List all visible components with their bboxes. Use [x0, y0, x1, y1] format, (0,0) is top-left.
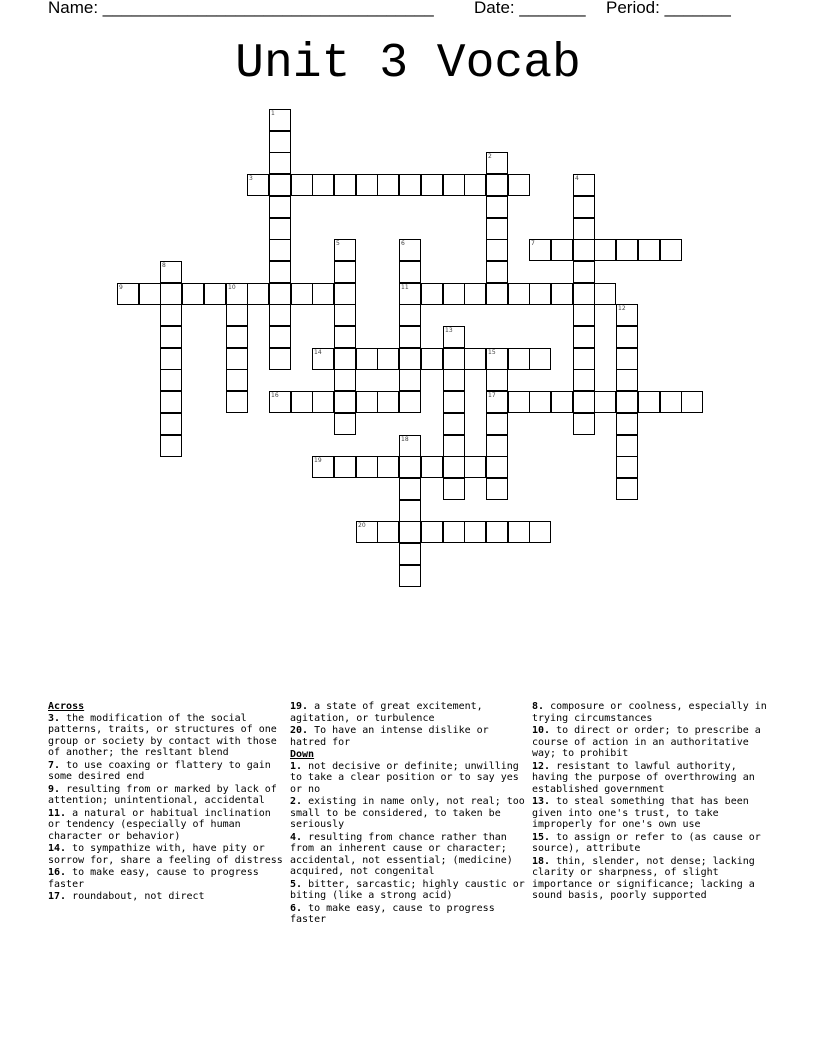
crossword-cell[interactable] [269, 391, 291, 413]
crossword-cell[interactable] [356, 391, 378, 413]
crossword-cell[interactable] [160, 304, 182, 326]
crossword-cell[interactable] [269, 218, 291, 240]
clue-number: 7 [531, 240, 535, 247]
crossword-cell[interactable] [573, 218, 595, 240]
crossword-cell[interactable] [356, 456, 378, 478]
crossword-cell[interactable] [616, 304, 638, 326]
clue-number: 8 [162, 262, 166, 269]
crossword-cell[interactable] [399, 261, 421, 283]
crossword-cell[interactable] [464, 174, 486, 196]
down-clue: 4. resulting from chance rather than from an inherent cause or character; accidental, not essential; (medicine) acquired, not congenital [290, 831, 513, 877]
down-clue: 5. bitter, sarcastic; highly caustic or biting (like a strong acid) [290, 878, 525, 901]
crossword-cell[interactable] [399, 478, 421, 500]
name-field-label: Name: ___________________________________ [48, 0, 434, 17]
crossword-cell[interactable] [573, 369, 595, 391]
crossword-cell[interactable] [399, 391, 421, 413]
clue-number: 3 [249, 175, 253, 182]
crossword-cell[interactable] [529, 521, 551, 543]
crossword-cell[interactable] [269, 196, 291, 218]
crossword-cell[interactable] [399, 565, 421, 587]
clues-column-3 [532, 701, 770, 903]
crossword-cell[interactable] [160, 283, 182, 305]
crossword-cell[interactable] [443, 435, 465, 457]
crossword-cell[interactable] [356, 348, 378, 370]
period-field-label: Period: _______ [606, 0, 731, 17]
crossword-cell[interactable] [421, 348, 443, 370]
crossword-cell[interactable] [443, 521, 465, 543]
clue-number: 1 [271, 110, 275, 117]
crossword-cell[interactable] [356, 521, 378, 543]
crossword-cell[interactable] [399, 304, 421, 326]
crossword-cell[interactable] [399, 239, 421, 261]
crossword-cell[interactable] [486, 261, 508, 283]
across-clue: 14. to sympathize with, have pity or sorrow for, share a feeling of distress [48, 843, 283, 866]
crossword-cell[interactable] [443, 456, 465, 478]
crossword-cell[interactable] [486, 348, 508, 370]
crossword-cell[interactable] [486, 174, 508, 196]
crossword-cell[interactable] [377, 456, 399, 478]
across-clue: 20. To have an intense dislike or hatred for [290, 725, 489, 748]
clues-column-1 [48, 701, 286, 904]
across-clue: 17. roundabout, not direct [48, 891, 205, 902]
crossword-cell[interactable] [377, 174, 399, 196]
crossword-cell[interactable] [660, 391, 682, 413]
crossword-cell[interactable] [312, 391, 334, 413]
crossword-cell[interactable] [464, 348, 486, 370]
crossword-cell[interactable] [486, 521, 508, 543]
crossword-cell[interactable] [573, 304, 595, 326]
crossword-cell[interactable] [399, 326, 421, 348]
clue-number: 5 [336, 240, 340, 247]
crossword-cell[interactable] [226, 369, 248, 391]
crossword-cell[interactable] [312, 283, 334, 305]
crossword-cell[interactable] [334, 369, 356, 391]
crossword-cell[interactable] [226, 391, 248, 413]
crossword-cell[interactable] [399, 348, 421, 370]
crossword-cell[interactable] [182, 283, 204, 305]
crossword-cell[interactable] [312, 456, 334, 478]
crossword-cell[interactable] [356, 174, 378, 196]
worksheet-title: Unit 3 Vocab [235, 37, 581, 91]
clue-number: 2 [488, 153, 492, 160]
crossword-cell[interactable] [334, 283, 356, 305]
crossword-cell[interactable] [160, 326, 182, 348]
crossword-cell[interactable] [486, 369, 508, 391]
crossword-cell[interactable] [226, 304, 248, 326]
crossword-cell[interactable] [269, 283, 291, 305]
crossword-cell[interactable] [486, 239, 508, 261]
crossword-cell[interactable] [486, 283, 508, 305]
crossword-cell[interactable] [616, 239, 638, 261]
crossword-cell[interactable] [399, 369, 421, 391]
crossword-cell[interactable] [269, 109, 291, 131]
crossword-cell[interactable] [334, 391, 356, 413]
crossword-cell[interactable] [160, 435, 182, 457]
crossword-cell[interactable] [334, 261, 356, 283]
crossword-cell[interactable] [399, 500, 421, 522]
crossword-cell[interactable] [486, 435, 508, 457]
crossword-cell[interactable] [226, 283, 248, 305]
clue-number: 4 [575, 175, 579, 182]
crossword-cell[interactable] [616, 369, 638, 391]
clue-number: 9 [119, 284, 123, 291]
crossword-cell[interactable] [681, 391, 703, 413]
crossword-cell[interactable] [443, 348, 465, 370]
crossword-cell[interactable] [160, 261, 182, 283]
crossword-cell[interactable] [421, 456, 443, 478]
crossword-cell[interactable] [594, 239, 616, 261]
crossword-cell[interactable] [334, 348, 356, 370]
crossword-cell[interactable] [312, 348, 334, 370]
clue-number: 19 [314, 457, 322, 464]
crossword-cell[interactable] [573, 326, 595, 348]
crossword-cell[interactable] [594, 283, 616, 305]
crossword-cell[interactable] [486, 391, 508, 413]
crossword-cell[interactable] [399, 435, 421, 457]
crossword-cell[interactable] [486, 152, 508, 174]
crossword-cell[interactable] [399, 543, 421, 565]
down-clue: 8. composure or coolness, especially in trying circumstances [532, 701, 767, 724]
crossword-cell[interactable] [139, 283, 161, 305]
crossword-cell[interactable] [443, 413, 465, 435]
clue-number: 15 [488, 349, 496, 356]
crossword-cell[interactable] [660, 239, 682, 261]
crossword-cell[interactable] [508, 174, 530, 196]
clue-number: 11 [401, 284, 409, 291]
crossword-cell[interactable] [638, 239, 660, 261]
across-clue: 7. to use coaxing or flattery to gain some desired end [48, 759, 271, 782]
crossword-cell[interactable] [616, 348, 638, 370]
crossword-cell[interactable] [399, 521, 421, 543]
clue-number: 13 [445, 327, 453, 334]
clue-number: 18 [401, 436, 409, 443]
crossword-cell[interactable] [399, 174, 421, 196]
crossword-cell[interactable] [573, 261, 595, 283]
crossword-cell[interactable] [291, 174, 313, 196]
crossword-cell[interactable] [334, 326, 356, 348]
crossword-cell[interactable] [616, 478, 638, 500]
crossword-cell[interactable] [508, 391, 530, 413]
crossword-cell[interactable] [616, 435, 638, 457]
date-field-label: Date: _______ [474, 0, 586, 17]
crossword-cell[interactable] [117, 283, 139, 305]
crossword-cell[interactable] [421, 283, 443, 305]
across-clue: 9. resulting from or marked by lack of attention; unintentional, accidental [48, 783, 277, 806]
crossword-cell[interactable] [377, 348, 399, 370]
crossword-cell[interactable] [443, 283, 465, 305]
crossword-cell[interactable] [269, 261, 291, 283]
crossword-cell[interactable] [508, 283, 530, 305]
crossword-cell[interactable] [529, 348, 551, 370]
down-clue: 10. to direct or order; to prescribe a course of action in an authoritative way; to prohibit [532, 725, 761, 759]
clue-number: 16 [271, 392, 279, 399]
crossword-cell[interactable] [529, 239, 551, 261]
crossword-cell[interactable] [421, 174, 443, 196]
crossword-cell[interactable] [551, 391, 573, 413]
crossword-cell[interactable] [269, 152, 291, 174]
crossword-cell[interactable] [399, 283, 421, 305]
crossword-cell[interactable] [551, 283, 573, 305]
down-heading: Down [290, 749, 315, 760]
crossword-cell[interactable] [464, 283, 486, 305]
crossword-cell[interactable] [269, 326, 291, 348]
crossword-cell[interactable] [443, 391, 465, 413]
crossword-cell[interactable] [486, 456, 508, 478]
crossword-cell[interactable] [616, 413, 638, 435]
crossword-cell[interactable] [508, 348, 530, 370]
crossword-cell[interactable] [291, 391, 313, 413]
crossword-cell[interactable] [334, 456, 356, 478]
crossword-cell[interactable] [486, 196, 508, 218]
crossword-cell[interactable] [247, 174, 269, 196]
down-clue: 12. resistant to lawful authority, having the purpose of overthrowing an established government [532, 760, 755, 795]
crossword-cell[interactable] [160, 413, 182, 435]
crossword-cell[interactable] [464, 521, 486, 543]
crossword-cell[interactable] [486, 218, 508, 240]
crossword-cell[interactable] [616, 456, 638, 478]
clue-number: 10 [228, 284, 236, 291]
crossword-cell[interactable] [160, 369, 182, 391]
crossword-cell[interactable] [226, 326, 248, 348]
clue-number: 14 [314, 349, 322, 356]
crossword-cell[interactable] [312, 174, 334, 196]
crossword-cell[interactable] [551, 239, 573, 261]
crossword-cell[interactable] [443, 326, 465, 348]
crossword-cell[interactable] [226, 348, 248, 370]
crossword-cell[interactable] [573, 196, 595, 218]
across-clue: 11. a natural or habitual inclination or tendency (especially of human character or behavior) [48, 807, 271, 842]
crossword-cell[interactable] [399, 456, 421, 478]
crossword-cell[interactable] [334, 174, 356, 196]
crossword-cell[interactable] [443, 478, 465, 500]
crossword-cell[interactable] [486, 478, 508, 500]
down-clue: 2. existing in name only, not real; too small to be considered, to taken be seriously [290, 796, 525, 830]
crossword-cell[interactable] [486, 413, 508, 435]
crossword-cell[interactable] [638, 391, 660, 413]
down-clue: 6. to make easy, cause to progress faster [290, 902, 495, 925]
clues-column-2 [290, 701, 528, 927]
across-clue: 16. to make easy, cause to progress faster [48, 867, 259, 890]
crossword-cell[interactable] [529, 391, 551, 413]
down-clue: 1. not decisive or definite; unwilling to take a clear position or to say yes or no [290, 760, 519, 795]
clue-number: 12 [618, 305, 626, 312]
crossword-cell[interactable] [160, 348, 182, 370]
down-clue: 15. to assign or refer to (as cause or source), attribute [532, 831, 761, 854]
across-clue: 3. the modification of the social patterns, traits, or structures of one group or society by contact with those of another; the resltant blend [48, 712, 277, 758]
crossword-cell[interactable] [160, 391, 182, 413]
clue-number: 20 [358, 522, 366, 529]
crossword-cell[interactable] [573, 348, 595, 370]
crossword-cell[interactable] [594, 391, 616, 413]
crossword-cell[interactable] [377, 521, 399, 543]
crossword-cell[interactable] [334, 413, 356, 435]
crossword-cell[interactable] [573, 391, 595, 413]
across-heading: Across [48, 701, 85, 712]
crossword-cell[interactable] [529, 283, 551, 305]
crossword-cell[interactable] [573, 413, 595, 435]
crossword-cell[interactable] [269, 131, 291, 153]
crossword-cell[interactable] [269, 174, 291, 196]
crossword-cell[interactable] [269, 348, 291, 370]
crossword-cell[interactable] [377, 391, 399, 413]
crossword-cell[interactable] [421, 521, 443, 543]
crossword-cell[interactable] [443, 174, 465, 196]
down-clue: 18. thin, slender, not dense; lacking clarity or sharpness, of slight importance or significance; lacking a sound basis, poorly supported [532, 855, 755, 901]
crossword-cell[interactable] [247, 283, 269, 305]
crossword-cell[interactable] [573, 239, 595, 261]
across-clue: 19. a state of great excitement, agitation, or turbulence [290, 701, 483, 724]
crossword-cell[interactable] [508, 521, 530, 543]
crossword-cell[interactable] [334, 239, 356, 261]
crossword-cell[interactable] [269, 304, 291, 326]
crossword-cell[interactable] [573, 174, 595, 196]
crossword-cell[interactable] [573, 283, 595, 305]
crossword-cell[interactable] [204, 283, 226, 305]
crossword-cell[interactable] [291, 283, 313, 305]
crossword-cell[interactable] [269, 239, 291, 261]
crossword-cell[interactable] [334, 304, 356, 326]
clue-number: 6 [401, 240, 405, 247]
clue-number: 17 [488, 392, 496, 399]
down-clue: 13. to steal something that has been given into one's trust, to take improperly for one's own use [532, 796, 749, 830]
crossword-cell[interactable] [443, 369, 465, 391]
crossword-cell[interactable] [464, 456, 486, 478]
crossword-cell[interactable] [616, 326, 638, 348]
crossword-cell[interactable] [616, 391, 638, 413]
